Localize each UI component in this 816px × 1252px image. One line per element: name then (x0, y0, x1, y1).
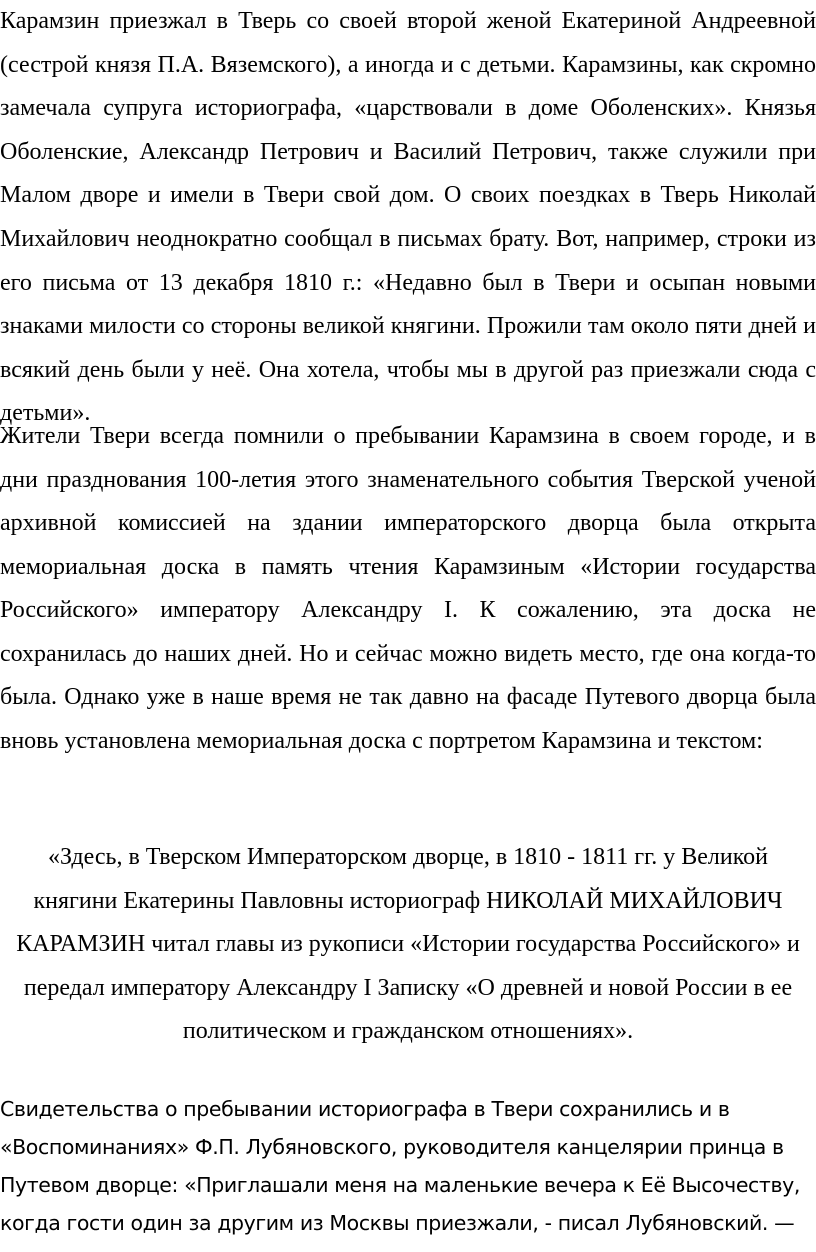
paragraph-lubyanovsky-memoirs: Свидетельства о пребывании историографа в Твери сохранились и в «Воспоминаниях» Ф.П. Лубяновского, руководителя канцелярии принца в Путевом дворце: «Приглашали меня на маленькие вечера к Её Высочеству, когда гости один за другим из Москвы приезжали, - писал Лубяновский. — (0, 1097, 800, 1235)
plaque-inscription-quote: «Здесь, в Тверском Императорском дворце, в 1810 - 1811 гг. у Великой княгини Екатерины Павловны историограф НИКОЛАЙ МИХАЙЛОВИЧ КАРАМЗИН читал главы из рукописи «Истории государства Российского» и передал императору Александру I Записку «О древней и новой России в ее политическом и гражданском отношениях». (16, 844, 800, 1044)
paragraph-memorial-plaque: Жители Твери всегда помнили о пребывании Карамзина в своем городе, и в дни празднования 100-летия этого знаменательного события Тверской ученой архивной комиссией на здании императорского дворца была открыта мемориальная доска в память чтения Карамзиным «Истории государства Российского» императору Александру I. К сожалению, эта доска не сохранилась до наших дней. Но и сейчас можно видеть место, где она когда-то была. Однако уже в наше время не так давно на фасаде Путевого дворца была вновь установлена мемориальная доска с портретом Карамзина и текстом: (0, 423, 816, 754)
paragraph-karamzin-visits: Карамзин приезжал в Тверь со своей второй женой Екатериной Андреевной (сестрой князя П.А. Вяземского), а иногда и с детьми. Карамзины, как скромно замечала супруга историографа, «царствовали в доме Оболенских». Князья Оболенские, Александр Петрович и Василий Петрович, также служили при Малом дворе и имели в Твери свой дом. О своих поездках в Тверь Николай Михайлович неоднократно сообщал в письмах брату. Вот, например, строки из его письма от 13 декабря 1810 г.: «Недавно был в Твери и осыпан новыми знаками милости со стороны великой княгини. Прожили там около пяти дней и всякий день были у неё. Она хотела, чтобы мы в другой раз приезжали сюда с детьми». (0, 8, 816, 427)
